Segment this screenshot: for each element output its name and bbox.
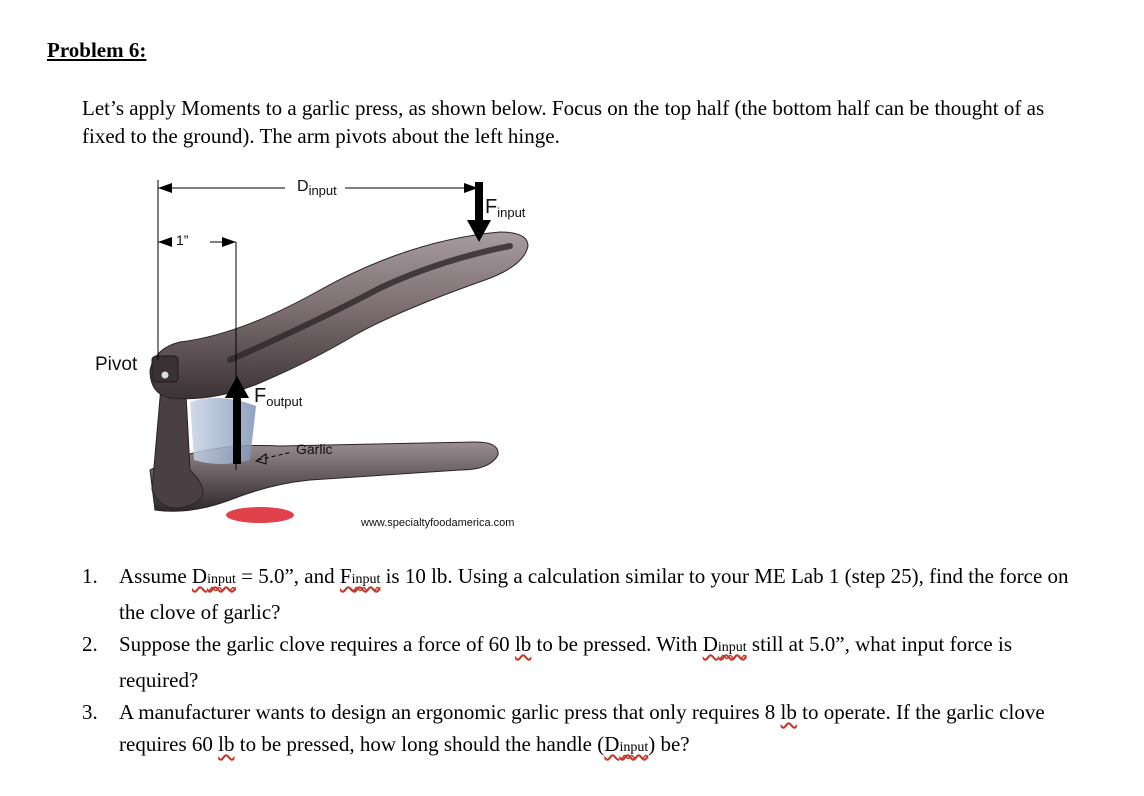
d-input-term: Dinput [604,732,649,756]
question-list [82,560,1072,764]
question-1: 1. Assume Dinput = 5.0”, and Finput is 10 lb. Using a calculation similar to your ME Lab 1 (step 25), find the force on the clove of garlic? [82,564,1069,624]
d-input-term: Dinput [191,564,236,588]
garlic-press-illustration [80,170,560,540]
one-inch-label: 1” [176,232,189,248]
f-input-label: $F_{input}$ [485,196,526,220]
red-base-accent [226,507,294,523]
d-input-label: $D_{input}$ [297,178,337,198]
f-input-term: Finput [339,564,381,588]
f-input-arrow-shaft [475,182,483,222]
garlic-cup [190,398,256,464]
d-input-term: Dinput [702,632,747,656]
question-2: 2. Suppose the garlic clove requires a force of 60 lb to be pressed. With Dinput still at 5.0”, what input force is required? [82,632,1013,692]
pivot-pin [161,371,169,379]
problem-heading: Problem 6: [47,38,147,62]
garlic-press-figure [80,170,560,540]
pivot-label: Pivot [95,354,138,375]
f-output-arrow-shaft [233,396,241,464]
intro-paragraph: Let’s apply Moments to a garlic press, as shown below. Focus on the top half (the bottom half can be thought of as fixed to the ground). The arm pivots about the left hinge. [82,96,1045,148]
image-source-caption: www.specialtyfoodamerica.com [361,517,515,529]
garlic-label: Garlic [296,441,333,457]
question-3: 3. A manufacturer wants to design an ergonomic garlic press that only requires 8 lb to operate. If the garlic clove requires 60 lb to be pressed, how long should the handle (Dinput) be? [82,700,1045,756]
f-output-label: $F_{output}$ [254,385,303,409]
